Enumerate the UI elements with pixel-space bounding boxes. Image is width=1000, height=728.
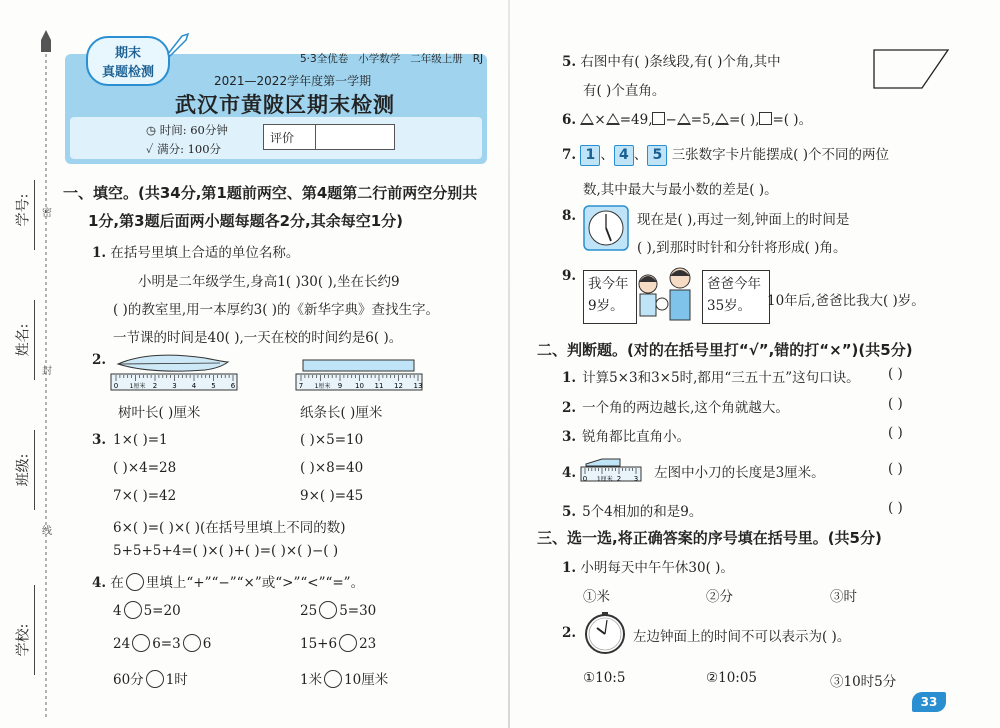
q9-dad-line1: 爸爸今年 [707, 276, 761, 292]
q4-r2-b: 6=3 [152, 636, 181, 652]
answer-circle[interactable] [183, 634, 201, 652]
judgement-answer-blank[interactable]: ( ) [888, 425, 903, 441]
answer-circle[interactable] [319, 601, 337, 619]
section3-title: 三、选一选,将正确答案的序号填在括号里。(共5分) [537, 529, 882, 547]
q6-b: =5, [690, 112, 715, 128]
s3-q2-opt1[interactable]: ①10:5 [583, 670, 626, 686]
q1-line3: 一节课的时间是40( ),一天在校的时间约是6( )。 [113, 330, 403, 346]
ruler-label: 12 [394, 382, 403, 390]
evaluation-box [263, 124, 395, 150]
judgement-answer-blank[interactable]: ( ) [888, 461, 903, 477]
ruler-label: 3 [172, 382, 177, 390]
name-blank[interactable] [34, 300, 35, 380]
score-text: 满分: 100分 [157, 142, 222, 156]
answer-circle[interactable] [146, 670, 164, 688]
q4-row1-left [113, 601, 181, 619]
child-and-father-illustration [630, 264, 700, 326]
q4-row1-right [300, 601, 376, 619]
q2-number: 2. [92, 352, 107, 368]
judgement-answer-blank[interactable]: ( ) [888, 396, 903, 412]
circle-icon [126, 573, 144, 591]
q4-row2-left [113, 634, 211, 652]
q7-line2: 数,其中最大与最小数的差是( )。 [583, 182, 778, 198]
q4-row3-left [113, 668, 188, 688]
badge-line1: 期末 [114, 46, 141, 61]
s3-q1-number: 1. [562, 560, 577, 576]
s3-q2-number: 2. [562, 625, 577, 641]
answer-circle[interactable] [132, 634, 150, 652]
section2-title: 二、判断题。(对的在括号里打“√”,错的打“×”)(共5分) [537, 341, 913, 359]
series-bar [300, 51, 483, 66]
grade: 二年级上册 [410, 53, 463, 65]
judgement-number: 4. [562, 465, 577, 481]
square-icon [759, 112, 772, 125]
q4-r3-a: 60分 [113, 672, 144, 688]
q4-r1-d: 5=30 [339, 603, 377, 619]
exam-badge [86, 36, 170, 86]
q9-me-line2: 9岁。 [588, 298, 624, 314]
score-info [146, 141, 221, 157]
judgement-text: 计算5×3和3×5时,都用“三五十五”这句口诀。 [582, 370, 860, 386]
q9-question: 10年后,爸爸比我大( )岁。 [767, 293, 925, 309]
q6-c: =( ), [729, 112, 760, 128]
q3-a2: ( )×4=28 [113, 460, 177, 476]
page-number: 33 [920, 695, 938, 709]
edition: RJ [472, 53, 484, 65]
answer-circle[interactable] [324, 670, 342, 688]
q1-text: 在括号里填上合适的单位名称。 [110, 245, 300, 261]
section1-title-cont: 1分,第3题后面两小题每题各2分,其余每空1分) [88, 212, 404, 230]
ruler-unit: 1厘米 [314, 383, 331, 390]
s3-q1-opt3[interactable]: ③时 [830, 589, 857, 605]
leaf-ruler [110, 352, 240, 394]
q4-r2-a: 24 [113, 636, 131, 652]
s3-q1-opt1[interactable]: ①米 [583, 589, 610, 605]
triangle-icon [606, 113, 620, 125]
q4-r3-c: 1米 [300, 672, 323, 688]
s3-q2-text: 左边钟面上的时间不可以表示为( )。 [633, 629, 851, 645]
leaf-length: 树叶长( )厘米 [118, 405, 201, 421]
q7-text1: 三张数字卡片能摆成( )个不同的两位 [671, 147, 890, 163]
time-info [146, 122, 228, 138]
series: 5·3全优卷 [300, 53, 349, 65]
q6-number: 6. [562, 112, 577, 128]
page-spine [508, 0, 510, 728]
s3-q1-text: 小明每天中午午休30( )。 [580, 560, 734, 576]
ruler-label: 4 [191, 382, 197, 390]
judgement-text: 5个4相加的和是9。 [582, 504, 703, 520]
class-label: 班级: [15, 453, 32, 487]
q9-me-line1: 我今年 [588, 276, 629, 292]
ruler-label: 13 [413, 382, 423, 390]
q4-stem-a: 在 [110, 575, 124, 591]
q7-number: 7. [562, 147, 577, 163]
exam-title: 武汉市黄陂区期末检测 [175, 93, 395, 117]
triangle-icon [715, 113, 729, 125]
q3-number: 3. [92, 432, 107, 448]
q1-line2: ( )的教室里,用一本厚约3( )的《新华字典》查找生字。 [113, 302, 440, 318]
ruler-label: 5 [211, 382, 216, 390]
evaluation-field[interactable] [316, 125, 394, 149]
ruler-unit: 1厘米 [596, 476, 613, 483]
q4-row3-right [300, 668, 388, 688]
badge-line2: 真题检测 [101, 65, 154, 80]
evaluation-label: 评价 [270, 131, 295, 145]
ruler-label: 3 [633, 475, 639, 483]
q4-r3-b: 1时 [165, 672, 188, 688]
s3-q1-opt2[interactable]: ②分 [706, 589, 733, 605]
q4-number: 4. [92, 575, 107, 591]
id-blank[interactable] [34, 180, 35, 250]
ruler-label: 11 [374, 382, 384, 390]
seal-feng: 封 [42, 366, 52, 377]
triangle-icon [677, 113, 691, 125]
q3-b3: 9×( )=45 [300, 488, 364, 504]
judgement-number: 5. [562, 504, 577, 520]
q1-stem [92, 241, 299, 261]
clock-icon: ◷ [146, 123, 157, 137]
school-blank[interactable] [34, 585, 35, 675]
digit-card-1: 1 [580, 145, 600, 166]
judgement-number: 3. [562, 429, 577, 445]
s3-q2-opt3[interactable]: ③10时5分 [830, 674, 897, 690]
q4-stem-b: 里填上“+”“−”“×”或“>”“<”“=”。 [145, 575, 365, 591]
q1-number: 1. [92, 245, 107, 261]
q5-line2: 有( )个直角。 [583, 83, 666, 99]
q4-r1-c: 25 [300, 603, 318, 619]
q4-r2-e: 23 [359, 636, 377, 652]
q9-number: 9. [562, 268, 577, 284]
digital-frame-clock [583, 205, 629, 251]
father-speech-bubble [702, 270, 770, 324]
judgement-item [562, 396, 789, 416]
q6: 6. × =49, − =5, =( ), =( )。 [562, 112, 813, 128]
ruler-label: 6 [230, 382, 236, 390]
q4-stem [92, 571, 364, 591]
ruler-label: 2 [152, 382, 158, 390]
answer-circle[interactable] [339, 634, 357, 652]
knife-ruler [580, 455, 642, 485]
q3-c: 6×( )=( )×( )(在括号里填上不同的数) [113, 520, 346, 536]
judgement-answer-blank[interactable]: ( ) [888, 500, 903, 516]
q1-line1: 小明是二年级学生,身高1( )30( ),坐在长约9 [138, 274, 400, 290]
q4-r2-c: 6 [202, 636, 212, 652]
time-text: 时间: 60分钟 [159, 123, 228, 137]
judgement-text: 一个角的两边越长,这个角就越大。 [582, 400, 789, 416]
child-speech-bubble [583, 270, 637, 324]
q3-d: 5+5+5+4=( )×( )+( )=( )×( )−( ) [113, 543, 339, 559]
judgement-text: 锐角都比直角小。 [582, 429, 691, 445]
subject: 小学数学 [358, 53, 401, 65]
strip-length: 纸条长( )厘米 [300, 405, 383, 421]
check-icon: ✓ [146, 142, 154, 156]
rocket-icon [162, 30, 192, 60]
q6-d: =( )。 [772, 112, 813, 128]
q5-text1: 右图中有( )条线段,有( )个角,其中 [580, 54, 781, 70]
q3-a1: 1×( )=1 [113, 432, 168, 448]
digit-card-5: 5 [647, 145, 667, 166]
q6-a: =49, [619, 112, 653, 128]
ruler-label: 7 [298, 382, 304, 390]
judgement-item [562, 500, 702, 520]
answer-circle[interactable] [124, 601, 142, 619]
wall-clock-icon [583, 610, 627, 656]
q9-dad-line2: 35岁。 [707, 298, 752, 314]
strip-ruler [295, 352, 425, 394]
judgement-number: 1. [562, 370, 577, 386]
trapezoid-figure [872, 48, 952, 90]
q5-number: 5. [562, 54, 577, 70]
ruler-unit: 1厘米 [129, 383, 146, 390]
q8-line2: ( ),到那时时针和分针将形成( )角。 [637, 240, 847, 256]
judgement-item [562, 366, 860, 386]
q8-number: 8. [562, 208, 577, 224]
q7-line1: 7. 1 、 4 、 5 三张数字卡片能摆成( )个不同的两位 [562, 143, 889, 166]
ruler-label: 0 [582, 475, 588, 483]
s3-q2-opt2[interactable]: ②10:05 [706, 670, 758, 686]
seal-mi: 密 [42, 208, 52, 219]
seal-xian: 线 [42, 526, 52, 537]
id-label: 学号: [15, 193, 32, 227]
judgement-answer-blank[interactable]: ( ) [888, 366, 903, 382]
digit-card-4: 4 [614, 145, 634, 166]
q8-line1: 现在是( ),再过一刻,钟面上的时间是 [637, 212, 850, 228]
square-icon [652, 112, 665, 125]
ruler-label: 0 [113, 382, 119, 390]
q3-a3: 7×( )=42 [113, 488, 177, 504]
q4-r1-b: 5=20 [143, 603, 181, 619]
judgement-item [562, 425, 690, 445]
school-year: 2021—2022学年度第一学期 [214, 74, 372, 88]
ruler-label: 2 [616, 475, 622, 483]
q4-r3-d: 10厘米 [344, 672, 389, 688]
ruler-label: 10 [355, 382, 364, 390]
q3-b1: ( )×5=10 [300, 432, 364, 448]
q4-r1-a: 4 [113, 603, 122, 619]
triangle-icon [580, 113, 594, 125]
s3-q1 [562, 556, 734, 576]
q5-line1 [562, 50, 781, 70]
class-blank[interactable] [34, 430, 35, 510]
page-number-badge [912, 692, 946, 712]
section1-title: 一、填空。(共34分,第1题前两空、第4题第二行前两空分别共 [63, 184, 478, 202]
q3-b2: ( )×8=40 [300, 460, 364, 476]
judgement-text: 左图中小刀的长度是3厘米。 [654, 465, 825, 481]
q4-r2-d: 15+6 [300, 636, 338, 652]
ruler-label: 9 [337, 382, 343, 390]
q4-row2-right [300, 634, 376, 652]
name-label: 姓名: [15, 323, 32, 357]
judgement-number: 2. [562, 400, 577, 416]
school-label: 学校: [15, 623, 32, 657]
